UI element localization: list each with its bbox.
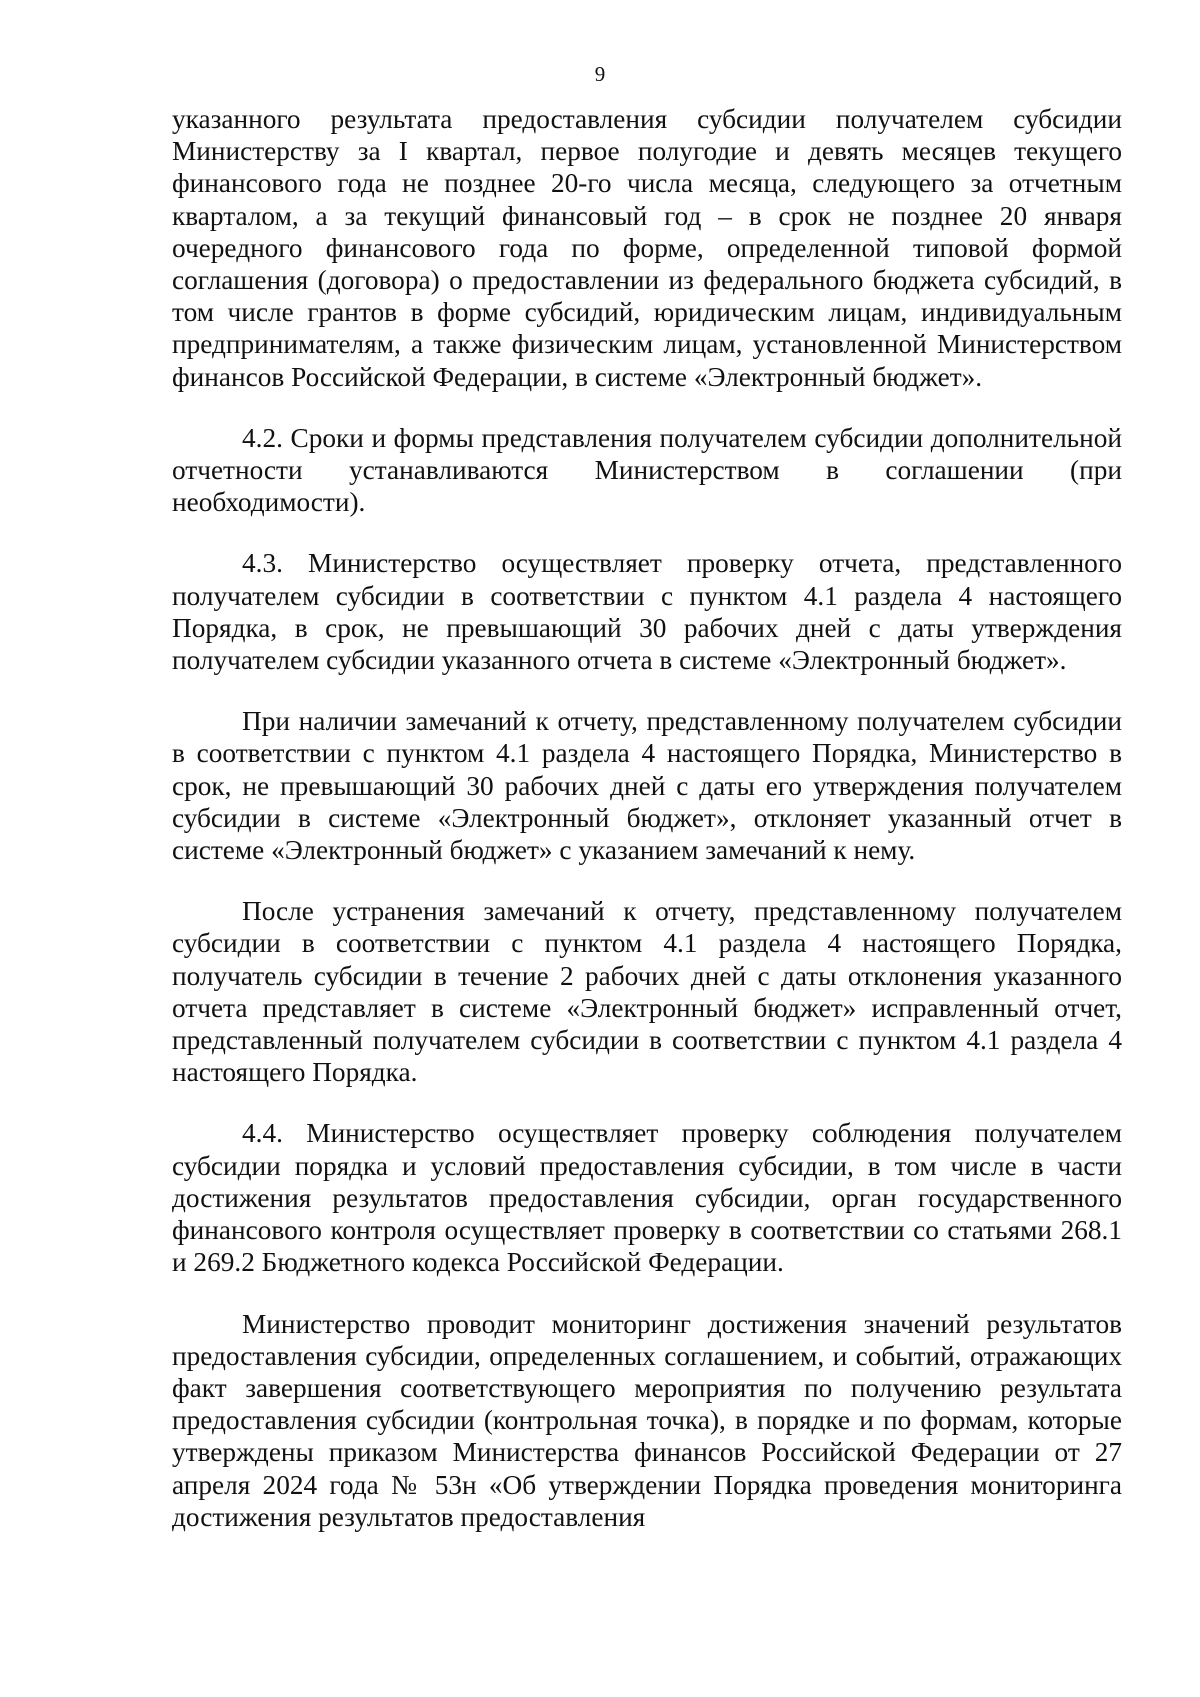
paragraph-remarks: При наличии замечаний к отчету, представленному получателем субсидии в соответствии с пунктом 4.1 раздела 4 настоящего Порядка, Министерство в срок, не превышающий 30 рабочих дней с даты его утверждения получателем субсидии в системе «Электронный бюджет», отклоняет указанный отчет в системе «Электронный бюджет» с указанием замечаний к нему. <box>172 706 1122 866</box>
paragraph-monitoring: Министерство проводит мониторинг достижения значений результатов предоставления субсидии, определенных соглашением, и событий, отражающих факт завершения соответствующего мероприятия по получению результата предоставления субсидии (контрольная точка), в порядке и по формам, которые утверждены приказом Министерства финансов Российской Федерации от 27 апреля 2024 года № 53н «Об утверждении Порядка проведения мониторинга достижения результатов предоставления <box>172 1308 1122 1532</box>
paragraph-continuation: указанного результата предоставления субсидии получателем субсидии Министерству за I квартал, первое полугодие и девять месяцев текущего финансового года не позднее 20-го числа месяца, следующего за отчетным кварталом, а за текущий финансовый год – в срок не позднее 20 января очередного финансового года по форме, определенной типовой формой соглашения (договора) о предоставлении из федерального бюджета субсидий, в том числе грантов в форме субсидий, юридическим лицам, индивидуальным предпринимателям, а также физическим лицам, установленной Министерством финансов Российской Федерации, в системе «Электронный бюджет». <box>172 104 1122 392</box>
paragraph-4-3: 4.3. Министерство осуществляет проверку отчета, представленного получателем субсидии в соответствии с пунктом 4.1 раздела 4 настоящего Порядка, в срок, не превышающий 30 рабочих дней с даты утверждения получателем субсидии указанного отчета в системе «Электронный бюджет». <box>172 548 1122 676</box>
paragraph-4-2: 4.2. Сроки и формы представления получателем субсидии дополнительной отчетности устанавливаются Министерством в соглашении (при необходимости). <box>172 422 1122 518</box>
page-number: 9 <box>594 62 606 86</box>
paragraph-after-remarks: После устранения замечаний к отчету, представленному получателем субсидии в соответствии с пунктом 4.1 раздела 4 настоящего Порядка, получатель субсидии в течение 2 рабочих дней с даты отклонения указанного отчета представляет в системе «Электронный бюджет» исправленный отчет, представленный получателем субсидии в соответствии с пунктом 4.1 раздела 4 настоящего Порядка. <box>172 896 1122 1088</box>
document-body <box>172 103 1122 1562</box>
paragraph-4-4: 4.4. Министерство осуществляет проверку соблюдения получателем субсидии порядка и условий предоставления субсидии, в том числе в части достижения результатов предоставления субсидии, орган государственного финансового контроля осуществляет проверку в соответствии со статьями 268.1 и 269.2 Бюджетного кодекса Российской Федерации. <box>172 1118 1122 1278</box>
